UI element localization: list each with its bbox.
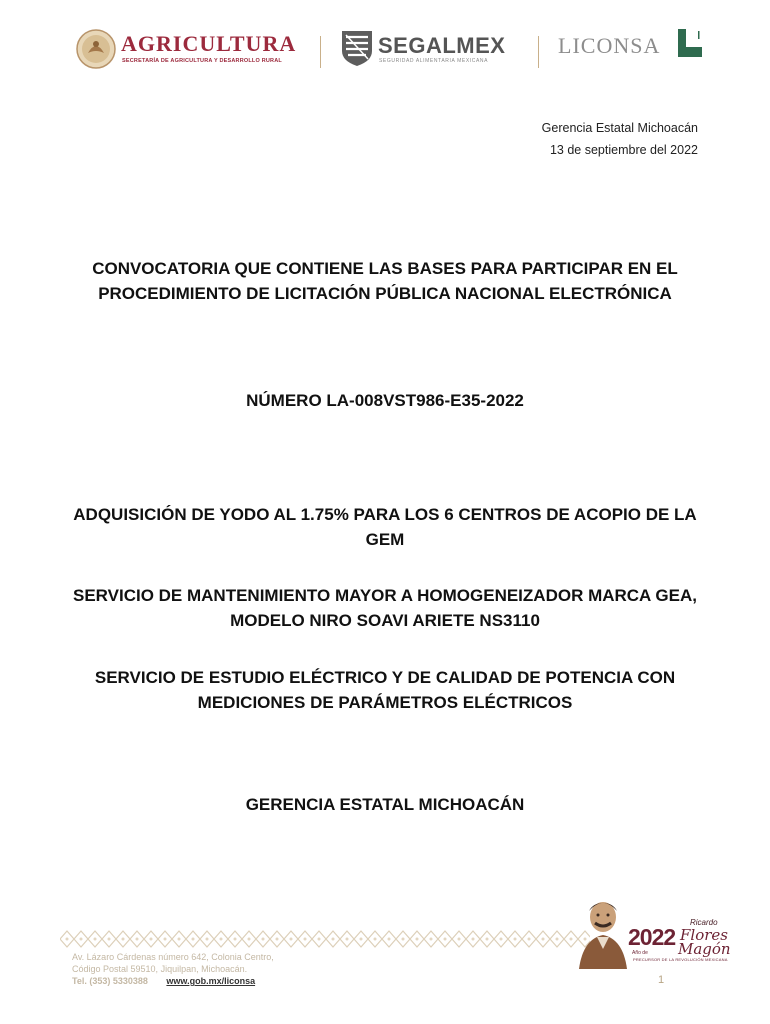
logo-divider (320, 36, 321, 68)
footer-phone: Tel. (353) 5330388 (72, 976, 148, 986)
liconsa-l-icon (678, 29, 704, 57)
logo-divider (538, 36, 539, 68)
footer-decorative-band (60, 928, 590, 950)
honoree-first-name: Ricardo (690, 918, 718, 927)
segalmex-subtitle: SEGURIDAD ALIMENTARIA MEXICANA (379, 58, 489, 64)
footer-contact (72, 976, 255, 986)
tender-number: NÚMERO LA-008VST986-E35-2022 (246, 391, 524, 410)
year-emblem (628, 918, 731, 964)
issuing-office: GERENCIA ESTATAL MICHOACÁN (245, 795, 525, 814)
address-line: Código Postal 59510, Jiquilpan, Michoacán. (72, 964, 248, 974)
liconsa-logo (558, 29, 708, 63)
segalmex-wordmark: SEGALMEX (378, 33, 506, 58)
honoree-caption: PRECURSOR DE LA REVOLUCIÓN MEXICANA (633, 957, 728, 962)
item-homogenizer-service: SERVICIO DE MANTENIMIENTO MAYOR A HOMOGENEIZADOR MARCA GEA, MODELO NIRO SOAVI ARIETE NS3110 (72, 586, 697, 630)
document-date: 13 de septiembre del 2022 (549, 143, 698, 157)
liconsa-wordmark: LICONSA (558, 33, 661, 58)
agricultura-logo (76, 29, 306, 73)
document-title: CONVOCATORIA QUE CONTIENE LAS BASES PARA PARTICIPAR EN EL PROCEDIMIENTO DE LICITACIÓN PÚBLICA NACIONAL ELECTRÓNICA (92, 259, 678, 303)
page-number: 1 (658, 974, 665, 986)
segalmex-shield-icon (340, 29, 374, 67)
portrait-illustration-icon (573, 897, 629, 969)
address-line: Av. Lázaro Cárdenas número 642, Colonia Centro, (72, 952, 274, 962)
office-label: Gerencia Estatal Michoacán (541, 121, 698, 135)
year-number: 2022 (628, 924, 676, 950)
item-iodine-acquisition: ADQUISICIÓN DE YODO AL 1.75% PARA LOS 6 CENTROS DE ACOPIO DE LA GEM (73, 505, 697, 549)
segalmex-logo (340, 29, 530, 71)
footer-address (72, 951, 274, 975)
document-meta (542, 117, 698, 161)
footer-website-link[interactable]: www.gob.mx/liconsa (166, 976, 256, 986)
honoree-second-last-name: Magón (678, 940, 731, 958)
item-electrical-study: SERVICIO DE ESTUDIO ELÉCTRICO Y DE CALIDAD DE POTENCIA CON MEDICIONES DE PARÁMETROS ELÉCTRICOS (94, 668, 676, 712)
mexican-seal-icon (76, 29, 116, 69)
agricultura-subtitle: SECRETARÍA DE AGRICULTURA Y DESARROLLO RURAL (122, 58, 282, 64)
agricultura-wordmark: AGRICULTURA (121, 31, 297, 56)
honoree-last-name: Flores (680, 926, 728, 944)
year-label: Año de (632, 950, 648, 956)
